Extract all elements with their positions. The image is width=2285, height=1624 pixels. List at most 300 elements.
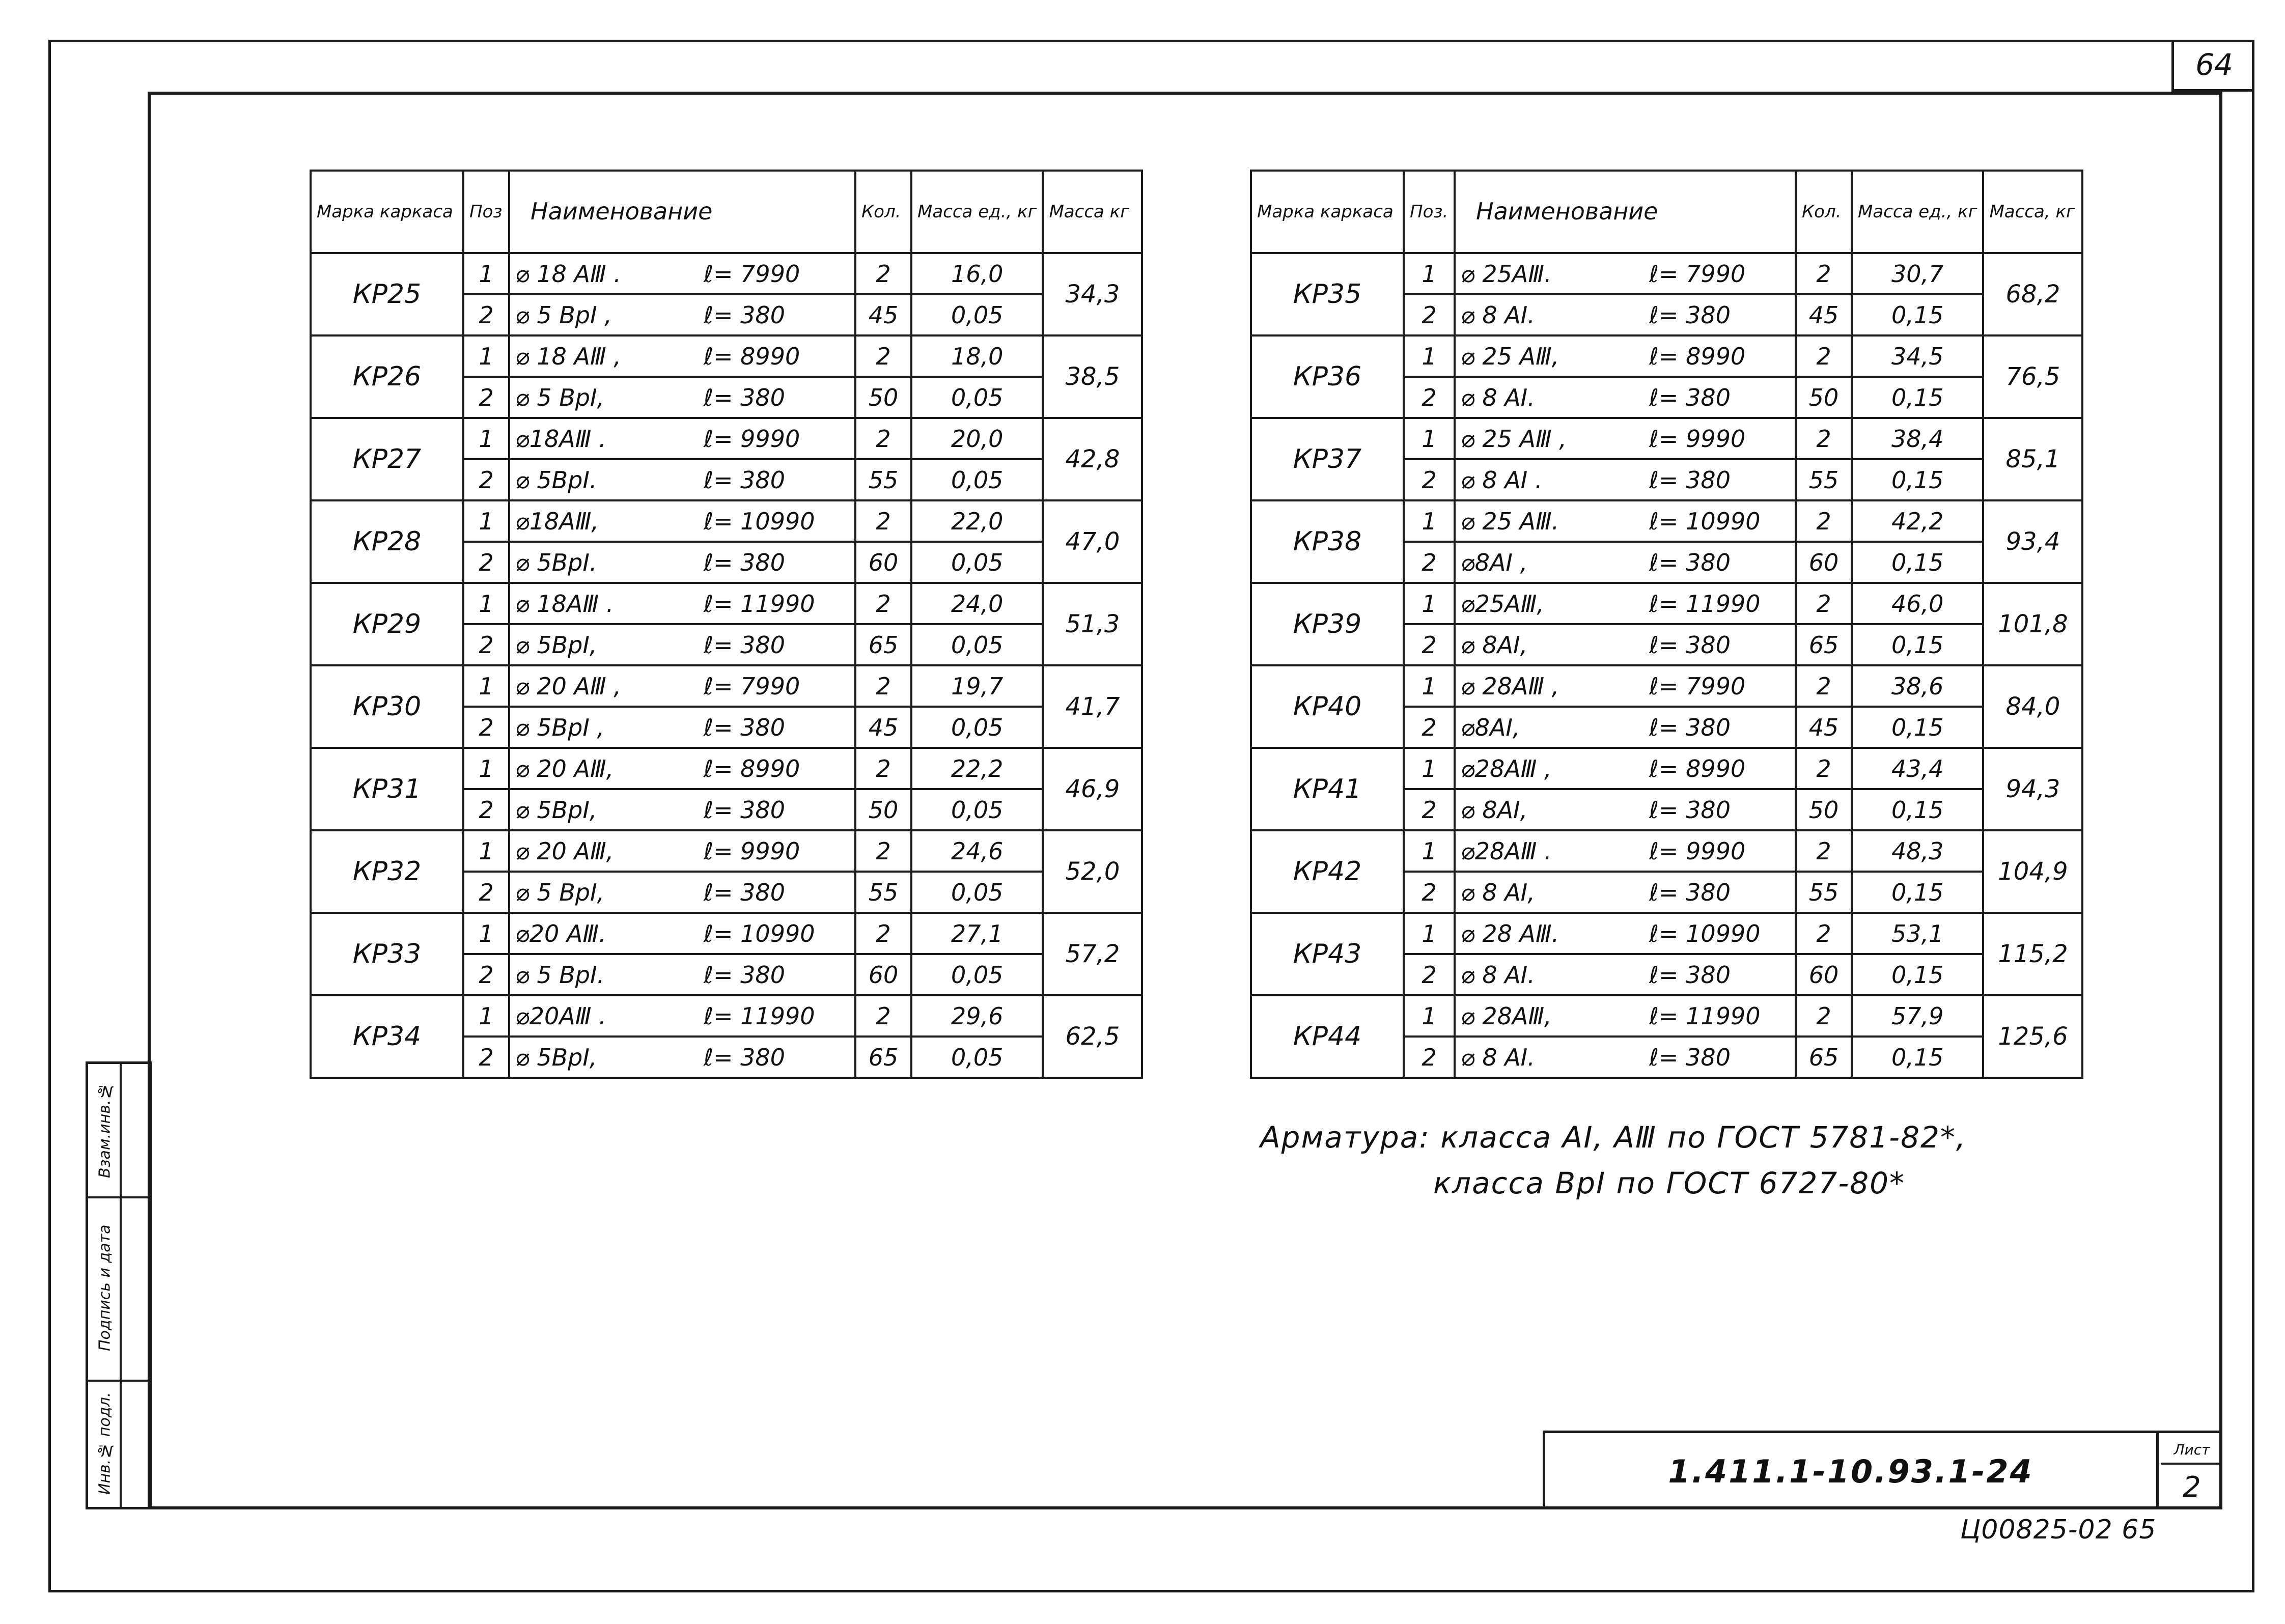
position-cell: 1 [1404,995,1455,1037]
unit-mass-cell: 22,2 [911,748,1043,789]
table-row [311,253,1142,294]
position-cell: 1 [463,500,509,542]
frame-mark: КР27 [311,418,463,500]
position-cell: 2 [1404,872,1455,913]
bar-diameter-class: ⌀ 5 ВрⅠ , [515,301,612,329]
bar-description [1455,1037,1796,1078]
table-row [1251,913,2082,954]
bar-length: ℓ= 380 [704,1043,785,1071]
total-mass-cell: 41,7 [1043,665,1142,748]
unit-mass-cell: 22,0 [911,500,1043,542]
bar-length: ℓ= 7990 [704,260,800,288]
unit-mass-cell: 16,0 [911,253,1043,294]
frame-mark: КР29 [311,583,463,665]
header-pos: Поз [463,171,509,253]
position-cell: 2 [1404,789,1455,830]
quantity-cell: 2 [855,253,911,294]
unit-mass-cell: 34,5 [1852,335,1983,377]
bar-length: ℓ= 10990 [1649,919,1761,947]
bar-length: ℓ= 11990 [704,590,815,618]
bar-diameter-class: ⌀ 18 АⅢ , [515,342,621,370]
quantity-cell: 2 [1796,913,1852,954]
bar-diameter-class: ⌀28АⅢ , [1461,754,1552,782]
unit-mass-cell: 18,0 [911,335,1043,377]
quantity-cell: 2 [1796,665,1852,707]
frame-mark: КР39 [1251,583,1404,665]
frame-mark: КР30 [311,665,463,748]
header-mark: Марка каркаса [311,171,463,253]
total-mass-cell: 104,9 [1983,830,2082,913]
total-mass-cell: 84,0 [1983,665,2082,748]
quantity-cell: 60 [855,954,911,995]
table-row [1251,583,2082,624]
table-row [311,995,1142,1037]
position-cell: 1 [463,748,509,789]
unit-mass-cell: 24,6 [911,830,1043,872]
bar-length: ℓ= 9990 [704,837,800,865]
total-mass-cell: 94,3 [1983,748,2082,830]
bar-description [1455,913,1796,954]
quantity-cell: 2 [1796,418,1852,459]
bar-description [1455,253,1796,294]
quantity-cell: 2 [1796,995,1852,1037]
position-cell: 1 [463,253,509,294]
quantity-cell: 2 [1796,500,1852,542]
quantity-cell: 45 [855,294,911,335]
table-row [311,665,1142,707]
bar-length: ℓ= 380 [704,796,785,824]
frame-mark: КР41 [1251,748,1404,830]
bar-length: ℓ= 9990 [1649,425,1746,453]
bar-length: ℓ= 380 [1649,878,1731,906]
position-cell: 2 [1404,459,1455,500]
stamp-label-inventory: Инв.№ подл. [96,1392,114,1495]
total-mass-cell: 115,2 [1983,913,2082,995]
bar-description [1455,995,1796,1037]
frame-mark: КР44 [1251,995,1404,1078]
quantity-cell: 2 [855,995,911,1037]
bar-description [509,459,855,500]
table-row [311,913,1142,954]
bar-description [1455,418,1796,459]
bar-description [509,665,855,707]
document-code: 1.411.1-10.93.1-24 [1545,1433,2159,1509]
total-mass-cell: 42,8 [1043,418,1142,500]
quantity-cell: 55 [855,459,911,500]
bar-length: ℓ= 10990 [1649,507,1761,535]
unit-mass-cell: 48,3 [1852,830,1983,872]
table-row [1251,418,2082,459]
unit-mass-cell: 20,0 [911,418,1043,459]
spec-table-left [310,170,1143,1079]
bar-description [509,1037,855,1078]
unit-mass-cell: 0,15 [1852,377,1983,418]
bar-diameter-class: ⌀ 20 АⅢ, [515,754,614,782]
position-cell: 1 [463,418,509,459]
position-cell: 2 [463,624,509,665]
quantity-cell: 2 [1796,253,1852,294]
unit-mass-cell: 19,7 [911,665,1043,707]
frame-mark: КР32 [311,830,463,913]
bar-description [1455,583,1796,624]
frame-mark: КР34 [311,995,463,1078]
frame-mark: КР25 [311,253,463,335]
bar-length: ℓ= 380 [704,961,785,989]
quantity-cell: 2 [855,913,911,954]
bar-diameter-class: ⌀8АⅠ, [1461,713,1520,741]
bar-diameter-class: ⌀ 5ВрⅠ , [515,713,605,741]
quantity-cell: 2 [1796,748,1852,789]
bar-description [509,294,855,335]
bar-diameter-class: ⌀18АⅢ, [515,507,599,535]
position-cell: 1 [463,335,509,377]
frame-mark: КР42 [1251,830,1404,913]
frame-mark: КР33 [311,913,463,995]
total-mass-cell: 34,3 [1043,253,1142,335]
unit-mass-cell: 24,0 [911,583,1043,624]
bar-length: ℓ= 8990 [1649,754,1746,782]
table-header-row [311,171,1142,253]
bar-length: ℓ= 11990 [1649,590,1761,618]
bar-description [1455,748,1796,789]
total-mass-cell: 46,9 [1043,748,1142,830]
position-cell: 1 [1404,418,1455,459]
bar-length: ℓ= 380 [1649,713,1731,741]
frame-mark: КР43 [1251,913,1404,995]
bar-description [1455,294,1796,335]
position-cell: 2 [463,377,509,418]
bar-description [509,995,855,1037]
bar-diameter-class: ⌀28АⅢ . [1461,837,1552,865]
bar-diameter-class: ⌀20АⅢ . [515,1002,606,1030]
bar-length: ℓ= 380 [1649,631,1731,659]
position-cell: 2 [1404,542,1455,583]
header-mass: Масса, кг [1983,171,2082,253]
unit-mass-cell: 0,05 [911,1037,1043,1078]
bar-length: ℓ= 7990 [1649,260,1746,288]
position-cell: 1 [1404,913,1455,954]
title-block [1543,1431,2222,1509]
quantity-cell: 50 [1796,377,1852,418]
bar-length: ℓ= 10990 [704,507,815,535]
sheet-label: Лист [2161,1436,2222,1465]
header-name: Наименование [509,171,855,253]
reinforcement-note [1260,1115,1966,1207]
position-cell: 1 [1404,748,1455,789]
total-mass-cell: 85,1 [1983,418,2082,500]
bar-length: ℓ= 380 [704,713,785,741]
position-cell: 2 [1404,707,1455,748]
bar-length: ℓ= 380 [704,466,785,494]
bar-description [1455,789,1796,830]
bar-description [509,872,855,913]
frame-mark: КР37 [1251,418,1404,500]
position-cell: 2 [1404,954,1455,995]
quantity-cell: 2 [855,335,911,377]
spec-body-right [1251,253,2082,1078]
quantity-cell: 60 [1796,954,1852,995]
bar-length: ℓ= 11990 [704,1002,815,1030]
bar-diameter-class: ⌀ 5 ВрⅠ, [515,383,605,411]
bar-description [1455,377,1796,418]
bar-description [509,830,855,872]
unit-mass-cell: 42,2 [1852,500,1983,542]
spec-body-left [311,253,1142,1078]
bar-description [509,542,855,583]
position-cell: 1 [1404,335,1455,377]
quantity-cell: 65 [855,624,911,665]
total-mass-cell: 76,5 [1983,335,2082,418]
quantity-cell: 45 [1796,294,1852,335]
position-cell: 1 [463,913,509,954]
bar-diameter-class: ⌀ 5ВрⅠ, [515,1043,597,1071]
archive-number: Ц00825-02 65 [1960,1515,2157,1545]
bar-description [1455,954,1796,995]
position-cell: 2 [463,707,509,748]
header-name: Наименование [1455,171,1796,253]
spec-table-right [1250,170,2083,1079]
header-mass: Масса кг [1043,171,1142,253]
bar-description [1455,830,1796,872]
unit-mass-cell: 0,05 [911,542,1043,583]
total-mass-cell: 62,5 [1043,995,1142,1078]
position-cell: 1 [1404,830,1455,872]
unit-mass-cell: 0,05 [911,294,1043,335]
quantity-cell: 2 [855,500,911,542]
quantity-cell: 50 [855,377,911,418]
table-header-row [1251,171,2082,253]
bar-description [1455,872,1796,913]
quantity-cell: 45 [1796,707,1852,748]
bar-diameter-class: ⌀ 20 АⅢ , [515,672,621,700]
bar-length: ℓ= 380 [704,383,785,411]
quantity-cell: 60 [1796,542,1852,583]
table-row [1251,665,2082,707]
bar-description [1455,665,1796,707]
position-cell: 2 [1404,624,1455,665]
table-row [1251,253,2082,294]
frame-mark: КР40 [1251,665,1404,748]
unit-mass-cell: 38,6 [1852,665,1983,707]
unit-mass-cell: 0,15 [1852,954,1983,995]
bar-description [1455,624,1796,665]
position-cell: 2 [463,459,509,500]
frame-mark: КР36 [1251,335,1404,418]
bar-diameter-class: ⌀ 5ВрⅠ, [515,796,597,824]
total-mass-cell: 38,5 [1043,335,1142,418]
bar-description [509,377,855,418]
header-unit-mass: Масса ед., кг [911,171,1043,253]
bar-length: ℓ= 380 [1649,301,1731,329]
unit-mass-cell: 0,15 [1852,459,1983,500]
position-cell: 2 [463,872,509,913]
bar-description [509,954,855,995]
position-cell: 2 [1404,294,1455,335]
bar-length: ℓ= 380 [1649,1043,1731,1071]
table-row [1251,995,2082,1037]
quantity-cell: 55 [855,872,911,913]
unit-mass-cell: 0,15 [1852,624,1983,665]
bar-length: ℓ= 380 [1649,466,1731,494]
bar-diameter-class: ⌀ 18АⅢ . [515,590,614,618]
bar-length: ℓ= 8990 [704,342,800,370]
bar-description [509,418,855,459]
stamp-label-replaced: Взам.инв.№ [96,1082,114,1179]
bar-length: ℓ= 9990 [1649,837,1746,865]
position-cell: 2 [463,294,509,335]
unit-mass-cell: 0,05 [911,459,1043,500]
total-mass-cell: 125,6 [1983,995,2082,1078]
stamp-label-signature: Подпись и дата [96,1224,114,1352]
bar-length: ℓ= 7990 [704,672,800,700]
bar-description [1455,500,1796,542]
bar-diameter-class: ⌀ 8 АⅠ. [1461,1043,1535,1071]
bar-description [1455,542,1796,583]
unit-mass-cell: 0,15 [1852,707,1983,748]
total-mass-cell: 57,2 [1043,913,1142,995]
bar-length: ℓ= 8990 [1649,342,1746,370]
table-row [311,500,1142,542]
bar-length: ℓ= 380 [1649,796,1731,824]
header-mark: Марка каркаса [1251,171,1404,253]
bar-diameter-class: ⌀25АⅢ, [1461,590,1545,618]
bar-diameter-class: ⌀ 5 ВрⅠ, [515,878,605,906]
position-cell: 1 [463,665,509,707]
bar-diameter-class: ⌀ 8 АⅠ. [1461,383,1535,411]
unit-mass-cell: 43,4 [1852,748,1983,789]
bar-diameter-class: ⌀ 25 АⅢ , [1461,425,1567,453]
bar-diameter-class: ⌀ 5 ВрⅠ. [515,961,605,989]
bar-description [509,500,855,542]
total-mass-cell: 47,0 [1043,500,1142,583]
bar-diameter-class: ⌀ 5ВрⅠ. [515,466,597,494]
bar-diameter-class: ⌀ 8 АⅠ. [1461,301,1535,329]
bar-description [1455,335,1796,377]
table-row [311,830,1142,872]
table-row [311,748,1142,789]
header-qty: Кол. [855,171,911,253]
position-cell: 2 [1404,1037,1455,1078]
position-cell: 1 [1404,665,1455,707]
position-cell: 1 [1404,253,1455,294]
bar-diameter-class: ⌀ 8АⅠ, [1461,631,1528,659]
bar-length: ℓ= 380 [704,631,785,659]
table-row [1251,748,2082,789]
quantity-cell: 2 [1796,583,1852,624]
unit-mass-cell: 0,15 [1852,542,1983,583]
position-cell: 1 [463,995,509,1037]
bar-diameter-class: ⌀ 20 АⅢ, [515,837,614,865]
table-row [311,418,1142,459]
quantity-cell: 65 [1796,1037,1852,1078]
unit-mass-cell: 46,0 [1852,583,1983,624]
frame-mark: КР35 [1251,253,1404,335]
position-cell: 1 [1404,583,1455,624]
bar-diameter-class: ⌀ 25АⅢ. [1461,260,1552,288]
quantity-cell: 60 [855,542,911,583]
bar-description [509,789,855,830]
bar-length: ℓ= 380 [704,548,785,576]
quantity-cell: 65 [855,1037,911,1078]
unit-mass-cell: 27,1 [911,913,1043,954]
bar-length: ℓ= 10990 [704,919,815,947]
unit-mass-cell: 0,15 [1852,1037,1983,1078]
bar-description [509,335,855,377]
quantity-cell: 2 [855,418,911,459]
position-cell: 1 [1404,500,1455,542]
total-mass-cell: 51,3 [1043,583,1142,665]
header-unit-mass: Масса ед., кг [1852,171,1983,253]
bar-description [509,624,855,665]
sheet-value: 2 [2183,1470,2201,1504]
frame-mark: КР26 [311,335,463,418]
total-mass-cell: 101,8 [1983,583,2082,665]
quantity-cell: 65 [1796,624,1852,665]
frame-mark: КР38 [1251,500,1404,583]
position-cell: 2 [1404,377,1455,418]
bar-diameter-class: ⌀ 5ВрⅠ, [515,631,597,659]
unit-mass-cell: 29,6 [911,995,1043,1037]
table-row [311,583,1142,624]
quantity-cell: 2 [1796,830,1852,872]
bar-description [509,748,855,789]
total-mass-cell: 52,0 [1043,830,1142,913]
frame-mark: КР28 [311,500,463,583]
sheet-number-top: 64 [2171,40,2254,92]
quantity-cell: 55 [1796,872,1852,913]
bar-description [509,253,855,294]
total-mass-cell: 93,4 [1983,500,2082,583]
quantity-cell: 2 [855,830,911,872]
bar-diameter-class: ⌀8АⅠ , [1461,548,1528,576]
bar-description [509,707,855,748]
position-cell: 2 [463,954,509,995]
unit-mass-cell: 57,9 [1852,995,1983,1037]
bar-diameter-class: ⌀ 28 АⅢ. [1461,919,1559,947]
quantity-cell: 45 [855,707,911,748]
bar-diameter-class: ⌀ 8 АⅠ, [1461,878,1535,906]
quantity-cell: 2 [855,665,911,707]
table-row [1251,830,2082,872]
unit-mass-cell: 0,05 [911,377,1043,418]
unit-mass-cell: 0,15 [1852,789,1983,830]
bar-length: ℓ= 380 [1649,548,1731,576]
unit-mass-cell: 0,15 [1852,872,1983,913]
header-qty: Кол. [1796,171,1852,253]
bar-length: ℓ= 9990 [704,425,800,453]
header-pos: Поз. [1404,171,1455,253]
bar-description [509,583,855,624]
total-mass-cell: 68,2 [1983,253,2082,335]
bar-length: ℓ= 380 [1649,383,1731,411]
table-row [1251,500,2082,542]
bar-diameter-class: ⌀ 8 АⅠ . [1461,466,1543,494]
bar-diameter-class: ⌀ 18 АⅢ . [515,260,621,288]
bar-length: ℓ= 7990 [1649,672,1746,700]
bar-length: ℓ= 380 [704,301,785,329]
bar-length: ℓ= 11990 [1649,1002,1761,1030]
table-row [311,335,1142,377]
bar-diameter-class: ⌀ 25 АⅢ. [1461,507,1559,535]
note-line-1: Арматура: класса АⅠ, АⅢ по ГОСТ 5781-82*, [1260,1120,1967,1155]
quantity-cell: 50 [1796,789,1852,830]
note-line-2: класса ВрⅠ по ГОСТ 6727-80* [1433,1165,1906,1200]
position-cell: 2 [463,1037,509,1078]
quantity-cell: 2 [855,748,911,789]
table-row [1251,335,2082,377]
position-cell: 1 [463,830,509,872]
bar-diameter-class: ⌀ 28АⅢ , [1461,672,1559,700]
